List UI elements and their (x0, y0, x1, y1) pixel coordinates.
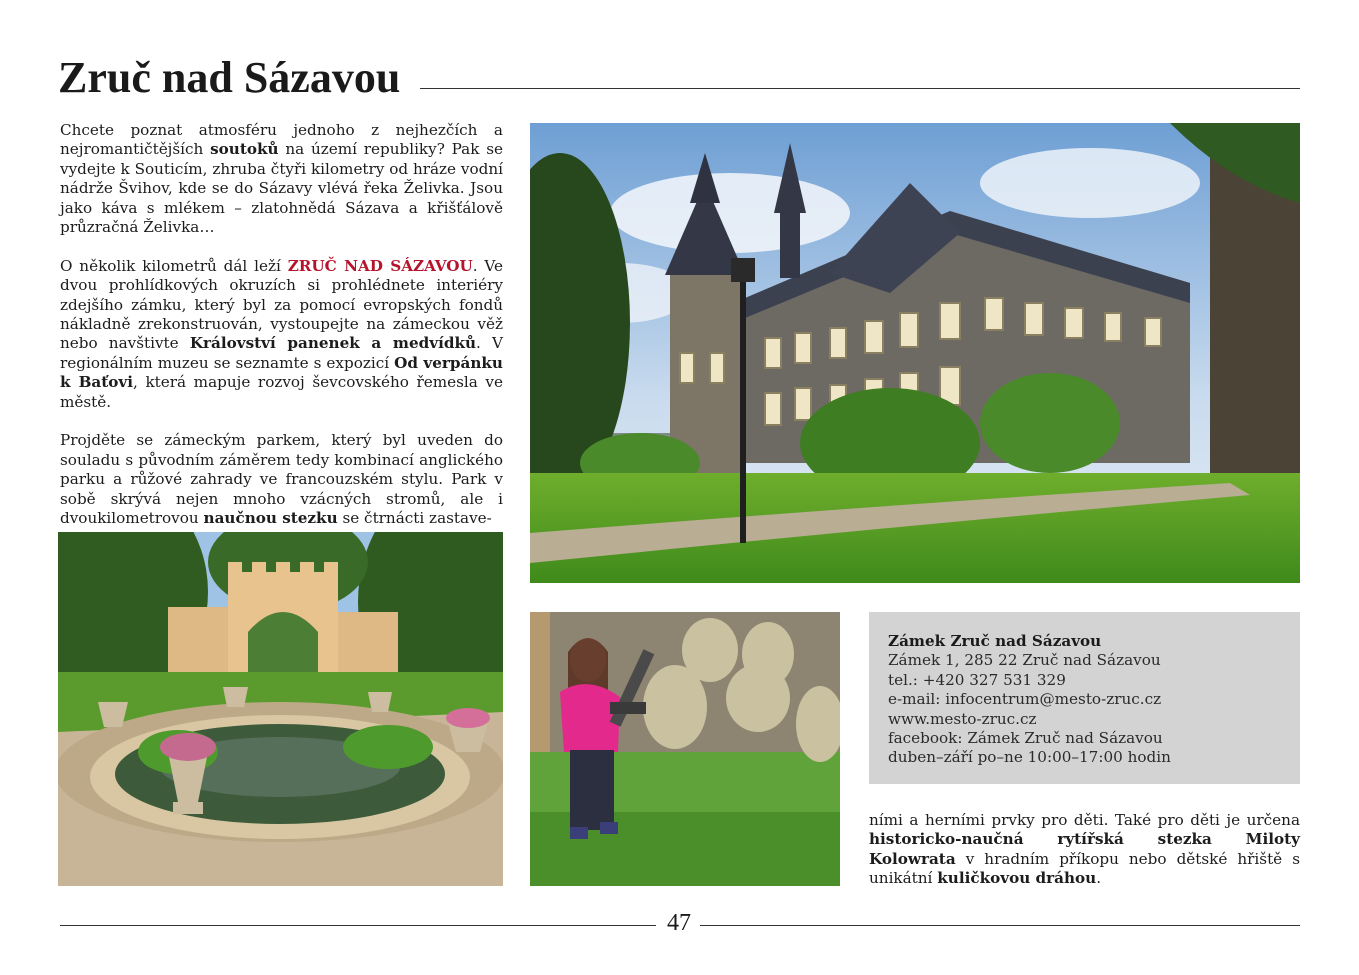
intro-paragraph-1: Chcete poznat atmosféru jednoho z nejhezčích a nejromantičtějších soutoků na území republiky? Pak se vydejte k Souticím, zhruba čtyři kilometry od hráze vodní nádrže Švihov, kde se do Sázavy vlévá řeka Želivka. Jsou jako káva s mlékem – zlatohnědá Sázava a křišťálově průzračná Želivka… (60, 121, 503, 237)
info-address: Zámek 1, 285 22 Zruč nad Sázavou (888, 651, 1161, 670)
intro-paragraph-3: Projděte se zámeckým parkem, který byl uveden do souladu s původním záměrem tedy kombinací anglického parku a růžové zahrady ve francouzském stylu. Park v sobě skrývá nejen mnoho vzácných stromů, ale i dvoukilometrovou naučnou stezku se čtrnácti zastave- (60, 431, 503, 528)
emphasis-verpanek: Od verpánku k Baťovi (60, 353, 503, 392)
girl-knight-trail-photo (530, 612, 840, 886)
garden-fountain-photo (58, 532, 503, 886)
emphasis-rytirska-stezka: historicko-naučná rytířská stezka Miloty Kolowrata (869, 830, 1300, 868)
info-opening-hours: duben–září po–ne 10:00–17:00 hodin (888, 748, 1171, 767)
castle-photo (530, 123, 1300, 583)
emphasis-soutoku: soutoků (210, 140, 279, 159)
info-email[interactable]: e-mail: infocentrum@mesto-zruc.cz (888, 690, 1162, 709)
emphasis-naucna-stezka: naučnou stezku (203, 509, 338, 528)
title-rule (420, 88, 1300, 89)
page-number: 47 (667, 910, 691, 936)
info-title: Zámek Zruč nad Sázavou (888, 632, 1102, 650)
footer-rule-left (60, 925, 656, 926)
info-facebook[interactable]: facebook: Zámek Zruč nad Sázavou (888, 729, 1163, 748)
emphasis-kulickova-draha: kuličkovou dráhou (937, 869, 1097, 888)
intro-text-column (60, 121, 503, 529)
town-name-highlight: ZRUČ NAD SÁZAVOU (287, 256, 473, 275)
intro-paragraph-2: O několik kilometrů dál leží ZRUČ NAD SÁZAVOU. Ve dvou prohlídkových okruzích si prohlédnete interiéry zdejšího zámku, který byl za pomocí evropských fondů nákladně zrekonstruován, vystoupejte na zámeckou věž nebo navštivte Království panenek a medvídků. V regionálním muzeu se seznamte s expozicí Od verpánku k Baťovi, která mapuje rozvoj ševcovského řemesla ve městě. (60, 256, 504, 411)
info-phone[interactable]: tel.: +420 327 531 329 (888, 670, 1066, 689)
page-title: Zruč nad Sázavou (58, 53, 401, 102)
info-web[interactable]: www.mesto-zruc.cz (888, 709, 1037, 728)
continuation-text: ními a herními prvky pro děti. Také pro děti je určena historicko-naučná rytířská stezka Miloty Kolowrata v hradním příkopu nebo dětské hřiště s unikátní kuličkovou dráhou. (869, 811, 1300, 888)
footer-rule-right (700, 925, 1300, 926)
emphasis-kralovstvi: Království panenek a medvídků (189, 334, 477, 353)
castle-info-box (869, 612, 1300, 784)
